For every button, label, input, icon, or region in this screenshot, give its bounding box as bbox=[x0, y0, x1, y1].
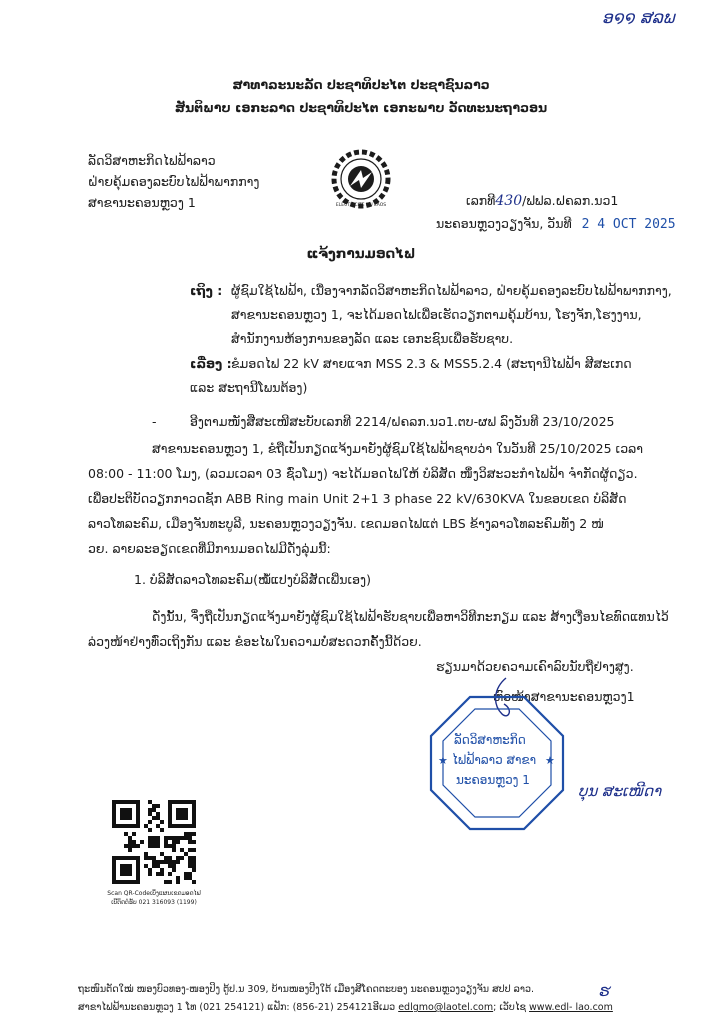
qr-module bbox=[176, 840, 180, 844]
body-p1-line3: ເພື່ອປະຕິບັດວຽກກາວດຊັກ ABB Ring main Unit 2+1 3 phase 22 kV/630KVA ໃນຂອບເຂດ ບໍລິສັດ bbox=[88, 491, 627, 506]
qr-module bbox=[184, 876, 188, 880]
qr-module bbox=[176, 876, 180, 880]
qr-module bbox=[188, 836, 192, 840]
notice-title: ແຈ້ງການມອດໄຟ bbox=[306, 246, 416, 262]
qr-module bbox=[148, 836, 160, 848]
ref-prefix: ເລກທີ bbox=[466, 193, 496, 208]
qr-module bbox=[152, 864, 156, 868]
qr-module bbox=[160, 820, 164, 824]
closing-line: ຮຽນມາດ້ວຍຄວາມເຄົາລົບນັບຖືຢ່າງສູງ. bbox=[436, 659, 634, 674]
footer-address: ຖະໜົນຕັດໃໝ່ ໜອງບົວທອງ-ໜອງປິງ ຕູ້ປ.ນ 309, ບ້ານໜອງປີງໃຕ້ ເມືອງສີໂຄດຕະບອງ ນະຄອນຫຼວງວຽງຈັນ ສປປ ລາວ. bbox=[78, 984, 534, 995]
qr-module bbox=[176, 856, 180, 860]
qr-code[interactable] bbox=[112, 800, 196, 884]
qr-module bbox=[176, 880, 180, 884]
qr-module bbox=[148, 856, 152, 860]
qr-module bbox=[188, 832, 192, 836]
qr-module bbox=[192, 864, 196, 868]
stamp-star-right: ★ bbox=[545, 754, 555, 767]
date-stamp: 2 4 OCT 2025 bbox=[581, 217, 676, 232]
footer-phone-fax: ສາຂາໄຟຟ້ານະຄອນຫຼວງ 1 ໂທ (021 254121) ແຟັກ: (856-21) 254121ອີເມວ bbox=[78, 1002, 399, 1013]
qr-module bbox=[148, 820, 152, 824]
signatory-name: ບຸນ ສະເໜີດາ bbox=[578, 782, 662, 800]
qr-module bbox=[156, 816, 160, 820]
to-line1: ຜູ້ຊົມໃຊ້ໄຟຟ້າ, ເນື່ອງຈາກລັດວິສາຫະກິດໄຟຟ້າລາວ, ຝ່າຍຄຸ້ມຄອງລະບົບໄຟຟ້າພາກກາງ, bbox=[231, 283, 672, 298]
qr-module bbox=[160, 868, 164, 872]
qr-module bbox=[184, 852, 188, 856]
qr-module bbox=[160, 860, 164, 864]
qr-module bbox=[132, 844, 136, 848]
qr-module bbox=[124, 844, 128, 848]
footer-email-link[interactable]: edlgmo@laotel.com bbox=[398, 1002, 494, 1013]
footer-contact bbox=[78, 1000, 613, 1016]
qr-module bbox=[164, 856, 168, 860]
body-p1-line2: 08:00 - 11:00 ໂມງ, (ລວມເວລາ 03 ຊົ່ວໂມງ) ຈະໄດ້ມອດໄຟໃຫ້ ບໍລິສັດ ໜຶ່ງວິສະວະກໍາໄຟຟ້າ ຈໍາກັດຜູ້ດຽວ. bbox=[88, 466, 638, 481]
qr-module bbox=[188, 864, 192, 868]
qr-module bbox=[188, 848, 192, 852]
qr-module bbox=[184, 872, 188, 876]
qr-module bbox=[184, 836, 188, 840]
qr-module bbox=[144, 864, 148, 868]
qr-module bbox=[168, 860, 172, 864]
org-line3: ສາຂານະຄອນຫຼວງ 1 bbox=[88, 195, 196, 210]
to-line3: ສໍານັກງານຫ້ອງການຂອງລັດ ແລະ ເອກະຊົນເພື່ອຮັບຊາບ. bbox=[231, 331, 514, 346]
qr-module bbox=[188, 860, 192, 864]
edl-logo bbox=[330, 148, 392, 210]
qr-module bbox=[184, 832, 188, 836]
body-p1-line5: ວຍ. ລາຍລະອຽດເຂດທີ່ມີການມອດໄຟມີດັ່ງລຸ່ມນີ້: bbox=[88, 541, 331, 556]
qr-caption-1: Scan QR-Codeເບິ່ງແຜນເຂດມອດໄຟ bbox=[107, 890, 201, 897]
qr-module bbox=[172, 860, 176, 864]
qr-module bbox=[180, 856, 184, 860]
stamp-line2: ໄຟຟ້າລາວ ສາຂາ bbox=[452, 753, 537, 767]
signatory-title: ຫົວໜ້າສາຂານະຄອນຫຼວງ1 bbox=[493, 689, 635, 704]
footer-website-label: ; ເວັບໄຊ bbox=[493, 1002, 530, 1013]
qr-module bbox=[168, 872, 172, 876]
qr-module bbox=[136, 844, 140, 848]
qr-module bbox=[172, 836, 176, 840]
qr-module bbox=[144, 824, 148, 828]
footer-handwritten-mark: ຮ bbox=[598, 981, 609, 1000]
qr-module bbox=[152, 816, 156, 820]
to-line2: ສາຂານະຄອນຫຼວງ 1, ຈະໄດ້ມອດໄຟເພື່ອເຮັດວຽກຕາມຄຸ້ມບ້ານ, ໂຮງຈັກ,ໂຮງງານ, bbox=[231, 307, 642, 322]
qr-code-pattern bbox=[112, 800, 196, 884]
stamp-line1: ລັດວິສາຫະກິດ bbox=[454, 733, 526, 747]
qr-module bbox=[128, 840, 132, 844]
reference-dash: - bbox=[152, 414, 157, 429]
body-p2-line2: ລ່ວງໜ້າຢ່າງທົ່ວເຖິງກັນ ແລະ ຂໍອະໄພໃນຄວາມບໍ່ສະດວກຄັ້ງນີ້ດ້ວຍ. bbox=[88, 634, 422, 649]
qr-module bbox=[128, 848, 132, 852]
qr-module bbox=[148, 808, 152, 812]
qr-module bbox=[148, 872, 152, 876]
qr-module bbox=[144, 852, 148, 856]
qr-module bbox=[120, 808, 132, 820]
qr-module bbox=[148, 812, 152, 816]
qr-module bbox=[160, 828, 164, 832]
qr-module bbox=[124, 832, 128, 836]
qr-module bbox=[160, 872, 164, 876]
qr-module bbox=[128, 836, 132, 840]
ref-suffix: /ຟຟລ.ຝຄລກ.ນວ1 bbox=[522, 193, 619, 208]
qr-module bbox=[192, 840, 196, 844]
qr-module bbox=[192, 856, 196, 860]
org-line2: ຝ່າຍຄຸ້ມຄອງລະບົບໄຟຟ້າພາກກາງ bbox=[88, 174, 260, 189]
qr-module bbox=[188, 856, 192, 860]
qr-module bbox=[172, 840, 176, 844]
qr-module bbox=[192, 860, 196, 864]
qr-module bbox=[156, 824, 160, 828]
qr-module bbox=[164, 860, 168, 864]
qr-module bbox=[156, 864, 160, 868]
qr-module bbox=[192, 880, 196, 884]
stamp-star-left: ★ bbox=[438, 754, 448, 767]
body-p1-line4: ລາວໂທລະຄົມ, ເມືອງຈັນທະບູລີ, ນະຄອນຫຼວງວຽງຈັນ. ເຂດມອດໄຟແຕ່ LBS ຂ້າງລາວໂທລະຄົມທັງ 2 ໜ່ bbox=[88, 516, 604, 531]
qr-module bbox=[192, 848, 196, 852]
qr-module bbox=[192, 868, 196, 872]
reference-line: ອີງຕາມໜັງສືສະເໜີສະບັບເລກທີ 2214/ຝຄລກ.ນວ1.ຕບ-ຜຟ ລົງວັນທີ 23/10/2025 bbox=[190, 414, 615, 429]
qr-module bbox=[156, 804, 160, 808]
ref-line bbox=[466, 193, 618, 209]
subject-line1: ຂໍມອດໄຟ 22 kV ສາຍແຈກ MSS 2.3 & MSS5.2.4 (ສະຖານີໄຟຟ້າ ສີສະເກດ bbox=[231, 356, 632, 371]
official-stamp bbox=[428, 694, 566, 832]
qr-module bbox=[148, 800, 152, 804]
qr-module bbox=[180, 848, 184, 852]
ref-number: 430 bbox=[495, 193, 523, 209]
qr-module bbox=[156, 860, 160, 864]
to-label: ເຖິງ : bbox=[190, 283, 223, 298]
qr-module bbox=[164, 840, 168, 844]
qr-module bbox=[148, 868, 152, 872]
qr-module bbox=[168, 856, 172, 860]
qr-module bbox=[192, 832, 196, 836]
qr-module bbox=[160, 852, 164, 856]
qr-module bbox=[164, 844, 168, 848]
qr-module bbox=[120, 864, 132, 876]
qr-module bbox=[152, 804, 156, 808]
qr-module bbox=[176, 836, 180, 840]
subject-label: ເລື່ອງ : bbox=[190, 356, 232, 371]
qr-module bbox=[152, 860, 156, 864]
qr-module bbox=[188, 872, 192, 876]
qr-module bbox=[172, 848, 176, 852]
body-p2-line1: ດັ່ງນັ້ນ, ຈຶ່ງຖືເປັນກຽດແຈ້ງມາຍັງຜູ້ຊົມໃຊ້ໄຟຟ້າຮັບຊາບເພື່ອຫາວິທີກະກຽມ ແລະ ສ້າງເງື່ອນໄຂທົດແທນໄວ້ bbox=[152, 609, 669, 624]
qr-module bbox=[140, 840, 144, 844]
qr-module bbox=[188, 876, 192, 880]
qr-module bbox=[172, 864, 176, 868]
stamp-line3: ນະຄອນຫຼວງ 1 bbox=[456, 773, 530, 787]
qr-module bbox=[168, 880, 172, 884]
place-date-line bbox=[436, 216, 676, 233]
qr-module bbox=[132, 832, 136, 836]
place-date-label: ນະຄອນຫຼວງວຽງຈັນ, ວັນທີ bbox=[436, 216, 572, 231]
qr-module bbox=[176, 860, 180, 864]
qr-module bbox=[152, 856, 156, 860]
national-header-line2: ສັນຕິພາບ ເອກະລາດ ປະຊາທິປະໄຕ ເອກະພາບ ວັດທະນະຖາວອນ bbox=[174, 100, 548, 115]
qr-module bbox=[168, 864, 172, 868]
qr-caption-2: ເບີຕິດຕໍ່ຮັບ 021 316093 (1199) bbox=[111, 899, 197, 906]
qr-module bbox=[164, 836, 168, 840]
qr-module bbox=[156, 872, 160, 876]
footer-website-link[interactable]: www.edl- lao.com bbox=[529, 1002, 613, 1013]
qr-module bbox=[176, 808, 188, 820]
handwritten-mark: ອ໑໑ ສລພ bbox=[602, 8, 675, 28]
qr-module bbox=[128, 844, 132, 848]
qr-module bbox=[168, 844, 172, 848]
logo-text: ELECTRICITE DU LAOS bbox=[335, 203, 387, 208]
qr-module bbox=[144, 856, 148, 860]
qr-module bbox=[168, 836, 172, 840]
qr-module bbox=[152, 808, 156, 812]
org-line1: ລັດວິສາຫະກິດໄຟຟ້າລາວ bbox=[88, 153, 216, 168]
qr-module bbox=[180, 836, 184, 840]
body-p1-line1: ສາຂານະຄອນຫຼວງ 1, ຂໍຖືເປັນກຽດແຈ້ງມາຍັງຜູ້ຊົມໃຊ້ໄຟຟ້າຊາບວ່າ ໃນວັນທີ 25/10/2025 ເວລາ bbox=[152, 441, 643, 456]
qr-module bbox=[132, 840, 136, 844]
qr-module bbox=[172, 844, 176, 848]
qr-module bbox=[164, 880, 168, 884]
subject-line2: ແລະ ສະຖານີໂພນຕ້ອງ) bbox=[190, 380, 308, 395]
qr-module bbox=[188, 840, 192, 844]
qr-module bbox=[156, 812, 160, 816]
qr-module bbox=[172, 868, 176, 872]
qr-module bbox=[148, 828, 152, 832]
list-item: 1. ບໍລິສັດລາວໂທລະຄົມ(ໝໍ້ແປງບໍລິສັດເພີ່ນເອງ) bbox=[134, 572, 371, 587]
national-header-line1: ສາທາລະນະລັດ ປະຊາທິປະໄຕ ປະຊາຊົນລາວ bbox=[232, 77, 490, 92]
